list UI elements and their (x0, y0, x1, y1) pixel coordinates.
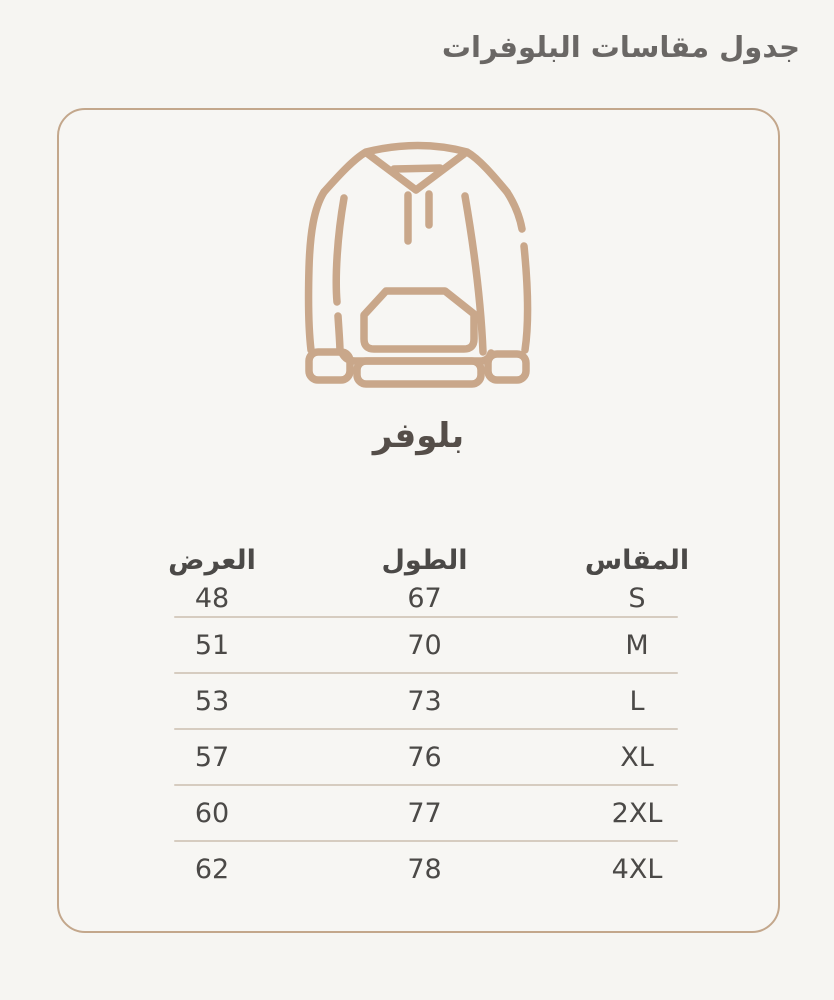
width-cell: 48 (194, 583, 230, 614)
hoodie-icon-strokes (308, 146, 527, 385)
size-chart-card (57, 108, 780, 933)
header-length: الطول (381, 544, 468, 576)
table-row (142, 841, 707, 897)
length-cell: 78 (407, 853, 442, 885)
length-cell: 77 (407, 797, 442, 829)
row-divider (174, 784, 678, 786)
width-cell: 60 (194, 797, 230, 829)
size-cell: S (628, 583, 646, 614)
length-cell: 70 (407, 629, 442, 661)
length-cell: 76 (407, 741, 442, 773)
size-cell: 2XL (611, 797, 663, 829)
size-cell: XL (620, 741, 654, 773)
table-row (142, 729, 707, 785)
header-size: المقاس (584, 544, 690, 576)
length-cell: 67 (407, 583, 442, 614)
width-cell: 51 (194, 629, 230, 661)
table-row (142, 580, 707, 617)
table-row (142, 673, 707, 729)
header-width: العرض (168, 544, 256, 576)
size-cell: 4XL (611, 853, 663, 885)
hoodie-icon (304, 138, 534, 393)
width-cell: 53 (194, 685, 230, 717)
row-divider (174, 616, 678, 618)
row-divider (174, 840, 678, 842)
product-label: بلوفر (372, 416, 465, 456)
size-cell: M (625, 629, 649, 661)
size-cell: L (629, 685, 645, 717)
size-table (142, 540, 707, 897)
table-row (142, 617, 707, 673)
table-header-row (142, 540, 707, 580)
row-divider (174, 672, 678, 674)
width-cell: 62 (194, 853, 230, 885)
row-divider (174, 728, 678, 730)
page-title: جدول مقاسات البلوفرات (441, 30, 800, 64)
table-row (142, 785, 707, 841)
width-cell: 57 (194, 741, 230, 773)
length-cell: 73 (407, 685, 442, 717)
